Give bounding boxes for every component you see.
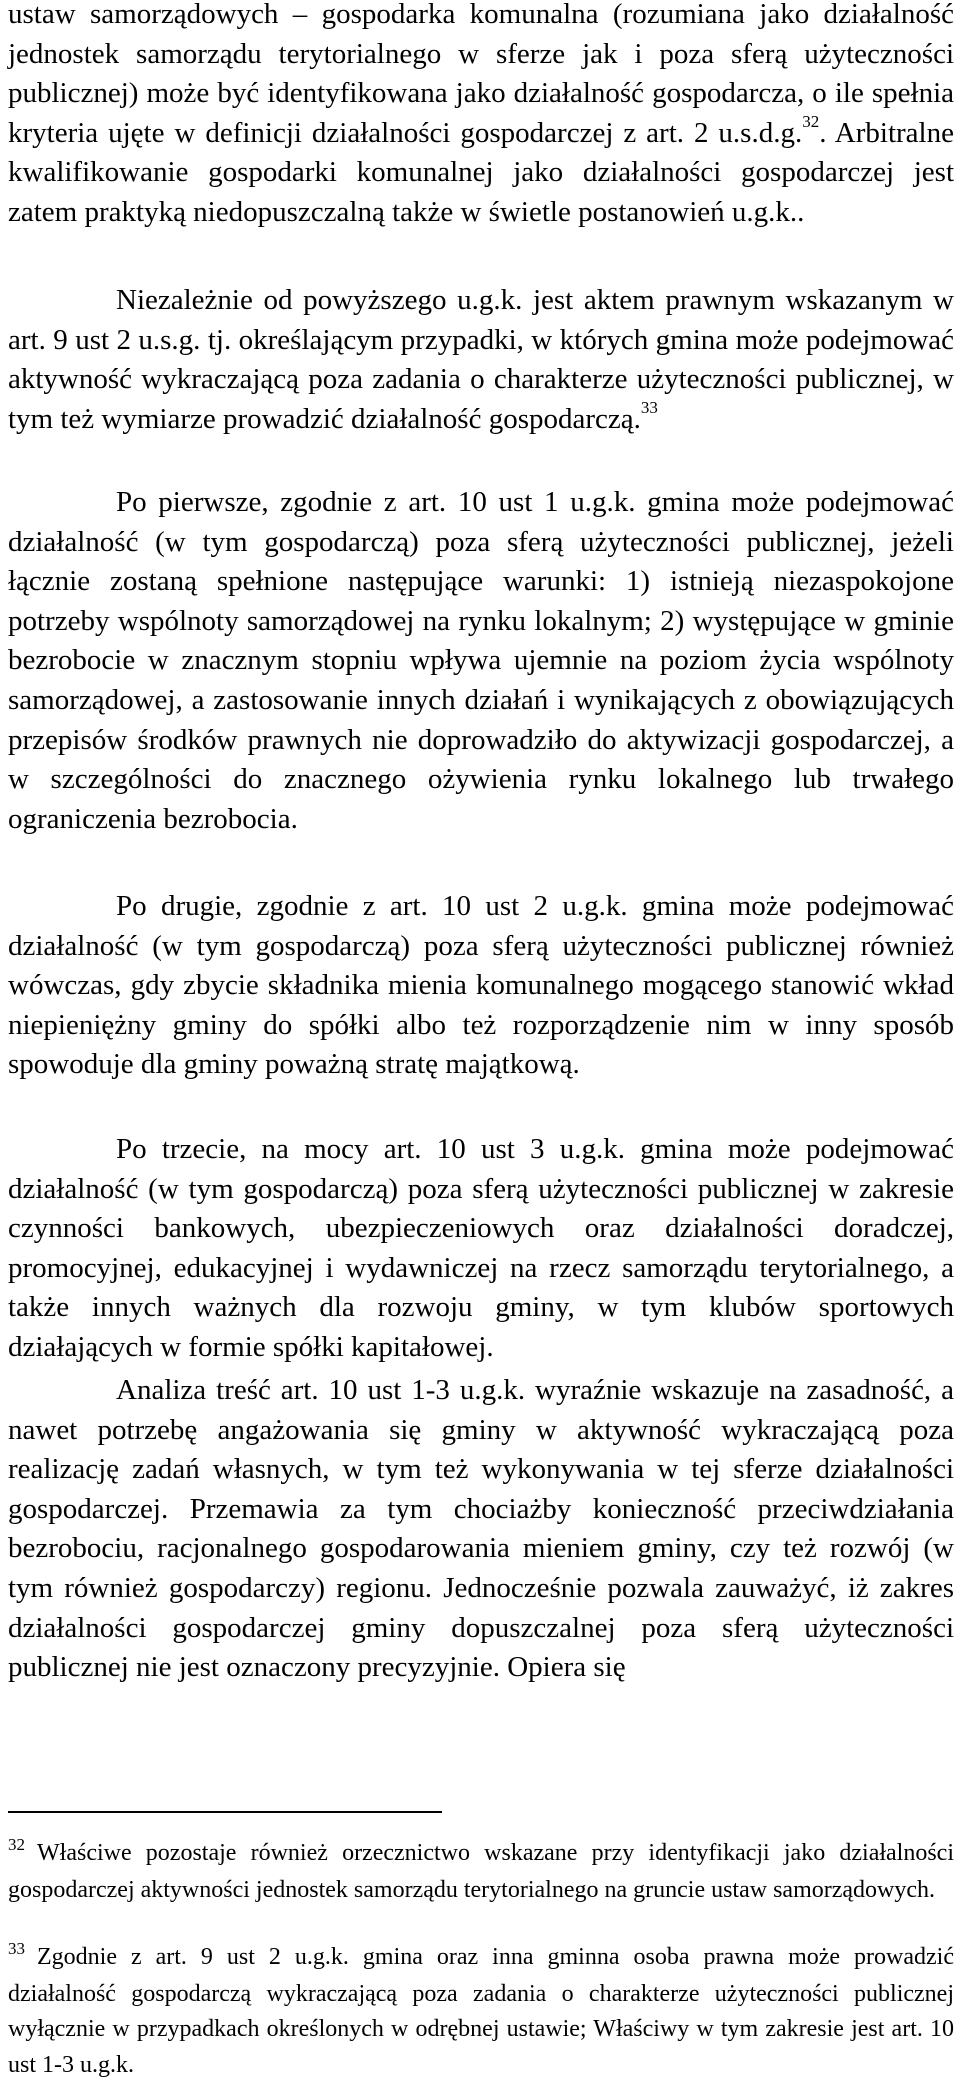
paragraph-5: Po trzecie, na mocy art. 10 ust 3 u.g.k. gmina może podejmować działalność (w tym gospodarczą) poza sferą użyteczności publicznej w zakresie czynności bankowych, ubezpieczeniowych oraz działalności doradczej, promocyjnej, edukacyjnej i wydawniczej na rzecz samorządu terytorialnego, a także innych ważnych dla rozwoju gminy, w tym klubów sportowych działających w formie spółki kapitałowej. [8,1133,954,1363]
footnote-33-number: 33 [8,1939,25,1958]
paragraph-6: Analiza treść art. 10 ust 1-3 u.g.k. wyraźnie wskazuje na zasadność, a nawet potrzebę angażowania się gminy w aktywność wykraczającą poza realizację zadań własnych, w tym też wykonywania w tej sferze działalności gospodarczej. Przemawia za tym chociażby konieczność przeciwdziałania bezrobociu, racjonalnego gospodarowania mieniem gminy, czy też rozwój (w tym również gospodarczy) regionu. Jednocześnie pozwala zauważyć, iż zakres działalności gospodarczej gminy dopuszczalnej poza sferą użyteczności publicznej nie jest oznaczony precyzyjnie. Opiera się [8,1374,954,1684]
paragraph-2 [8,281,954,439]
footnote-separator [8,1811,442,1813]
footnote-33-text: Zgodnie z art. 9 ust 2 u.g.k. gmina oraz inna gminna osoba prawna może prowadzić działalność gospodarczą wykraczającą poza zadania o charakterze użyteczności publicznej wyłącznie w przypadkach określonych w odrębnej ustawie; Właściwy w tym zakresie jest art. 10 ust 1-3 u.g.k. [8,1944,954,2078]
paragraph-1-text-cont: . Arbitralne kwalifikowanie gospodarki komunalnej jako działalności gospodarczej jest zatem praktyką niedopuszczalną także w świetle postanowień u.g.k.. [8,116,954,228]
paragraph-1-text: ustaw samorządowych – gospodarka komunalna (rozumiana jako działalność jednostek samorządu terytorialnego w sferze jak i poza sferą użyteczności publicznej) może być identyfikowana jako działalność gospodarcza, o ile spełnia kryteria ujęte w definicji działalności gospodarczej z art. 2 u.s.d.g. [8,0,954,149]
footnote-32-text: Właściwe pozostaje również orzecznictwo wskazane przy identyfikacji jako działalności gospodarczej aktywności jednostek samorządu terytorialnego na gruncie ustaw samorządowych. [8,1840,954,1903]
footnote-32 [8,1836,954,1908]
footnote-33 [8,1940,954,2083]
paragraph-3: Po pierwsze, zgodnie z art. 10 ust 1 u.g.k. gmina może podejmować działalność (w tym gospodarczą) poza sferą użyteczności publicznej, jeżeli łącznie zostaną spełnione następujące warunki: 1) istnieją niezaspokojone potrzeby wspólnoty samorządowej na rynku lokalnym; 2) występujące w gminie bezrobocie w znacznym stopniu wpływa ujemnie na poziom życia wspólnoty samorządowej, a zastosowanie innych działań i wynikających z obowiązujących przepisów środków prawnych nie doprowadziło do aktywizacji gospodarczej, a w szczególności do znacznego ożywienia rynku lokalnego lub trwałego ograniczenia bezrobocia. [8,486,954,835]
footnote-32-number: 32 [8,1835,25,1854]
paragraph-4: Po drugie, zgodnie z art. 10 ust 2 u.g.k. gmina może podejmować działalność (w tym gospodarczą) poza sferą użyteczności publicznej również wówczas, gdy zbycie składnika mienia komunalnego mogącego stanowić wkład niepieniężny gminy do spółki albo też rozporządzenie nim w inny sposób spowoduje dla gminy poważną stratę majątkową. [8,890,954,1081]
paragraph-2-text: Niezależnie od powyższego u.g.k. jest aktem prawnym wskazanym w art. 9 ust 2 u.s.g. tj. określającym przypadki, w których gmina może podejmować aktywność wykraczającą poza zadania o charakterze użyteczności publicznej, w tym też wymiarze prowadzić działalność gospodarczą. [8,284,954,435]
footnote-ref-33[interactable]: 33 [640,398,658,418]
footnote-ref-32[interactable]: 32 [802,112,820,132]
paragraph-1 [8,0,954,233]
